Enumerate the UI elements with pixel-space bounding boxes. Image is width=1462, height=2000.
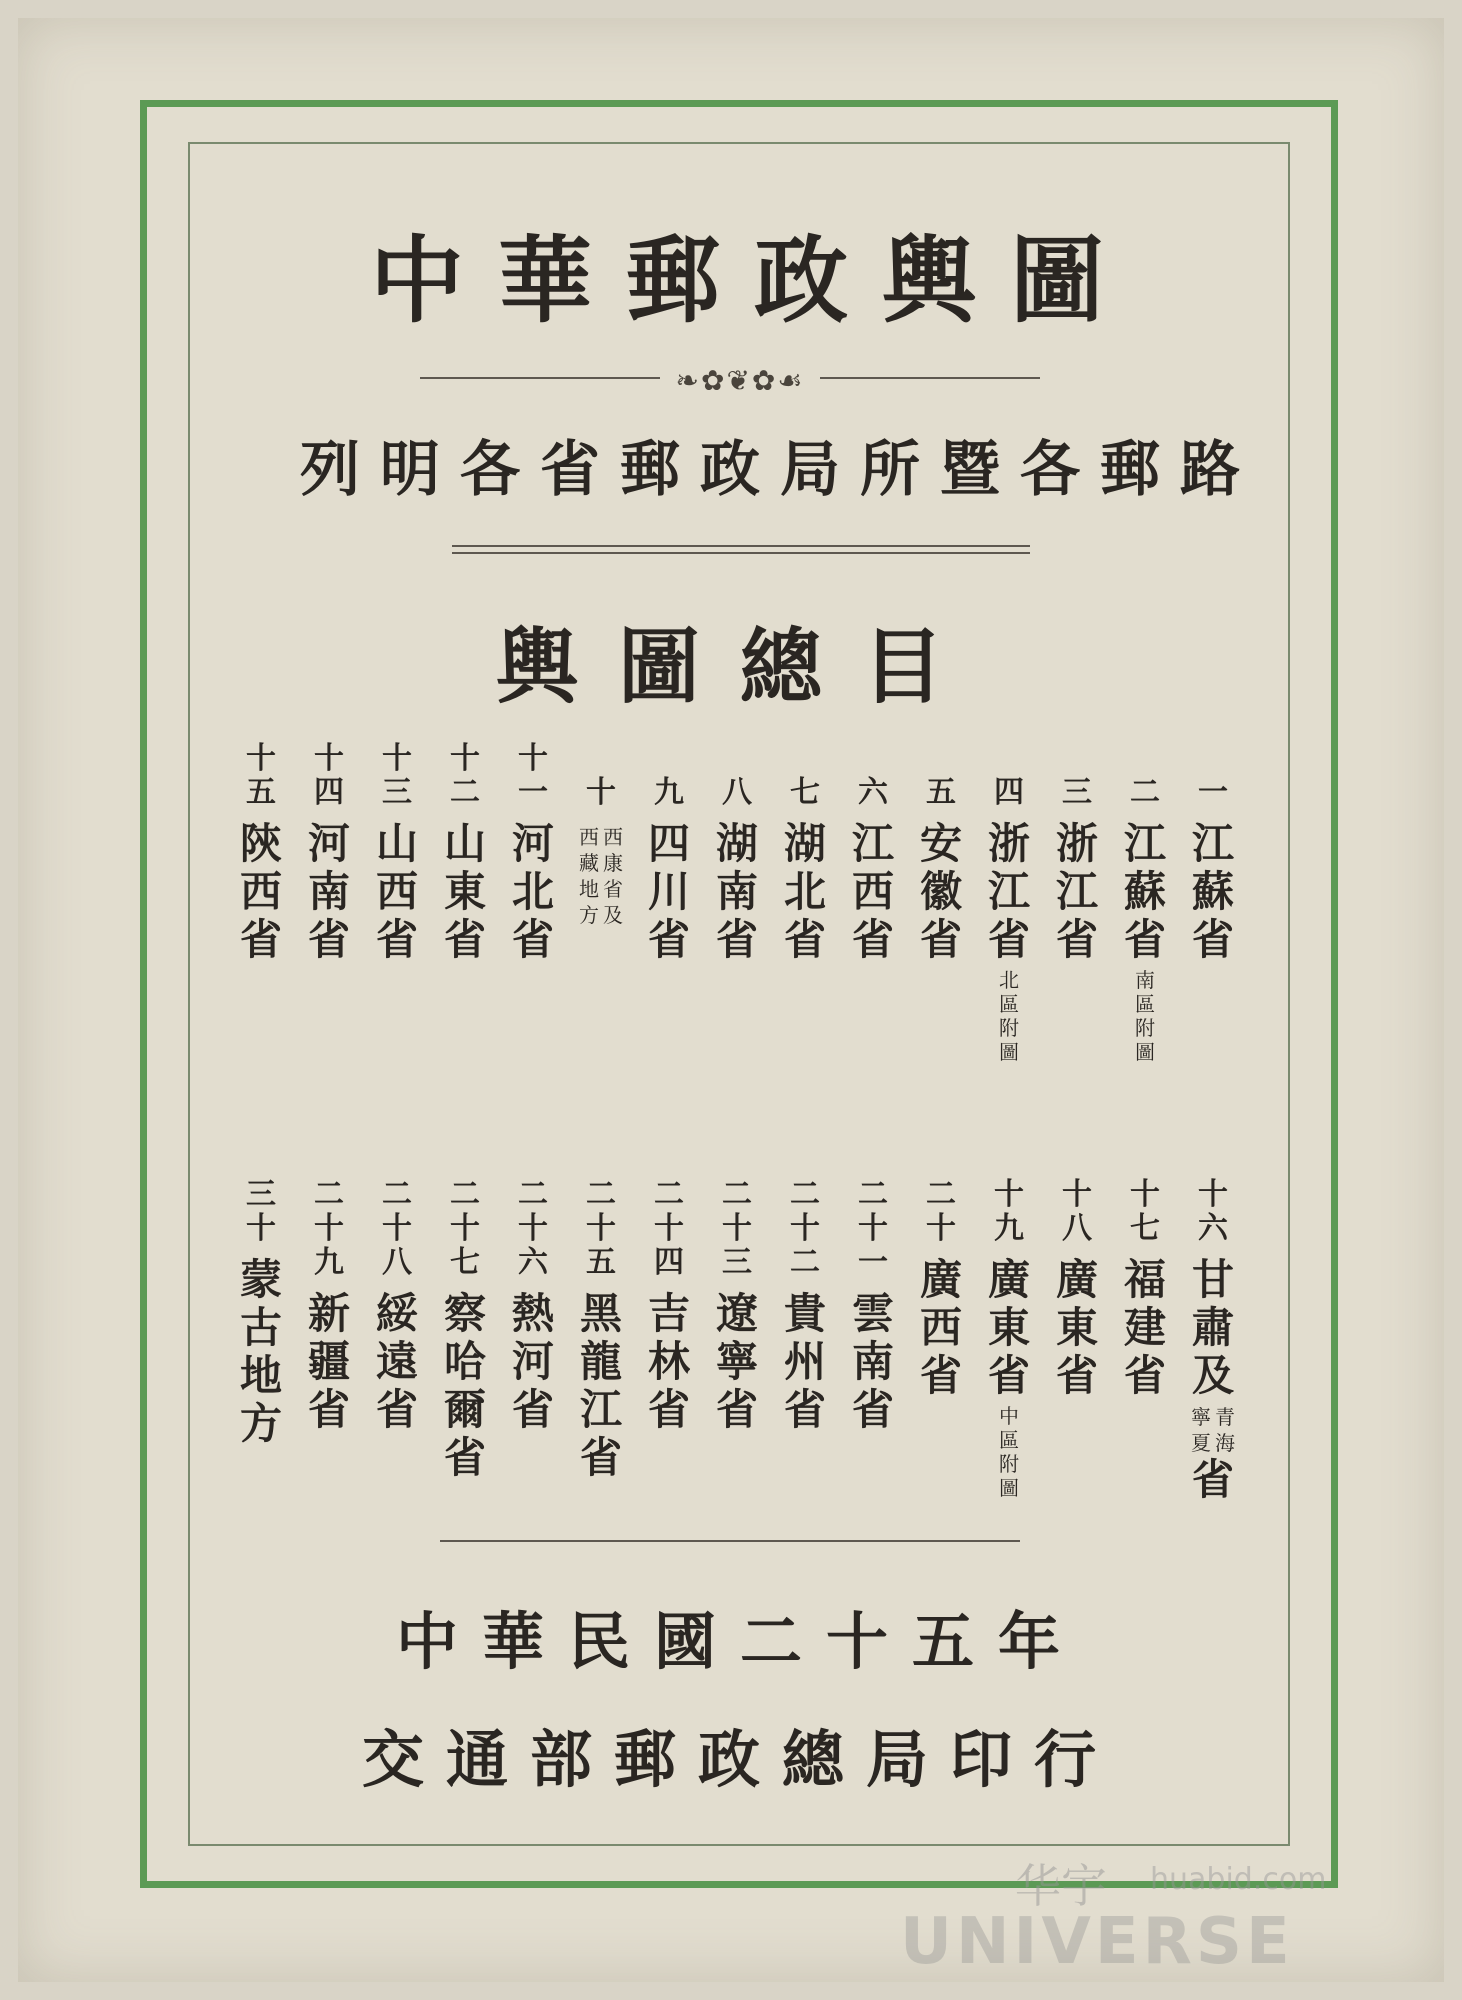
top-entry bbox=[784, 742, 826, 964]
bottom-entry bbox=[240, 1178, 282, 1448]
entry-name: 廣 西 省 bbox=[920, 1255, 963, 1400]
entry-number: 二 十 三 bbox=[722, 1177, 752, 1280]
ornament-rule-right bbox=[820, 377, 1040, 379]
watermark-brand: UNIVERSE bbox=[900, 1905, 1294, 1979]
ornament-rule-left bbox=[420, 377, 660, 379]
section-title: 輿圖總目 bbox=[495, 619, 984, 715]
top-entry bbox=[1124, 742, 1166, 1064]
top-entry bbox=[580, 742, 622, 928]
entry-note: 北 區 附 圖 bbox=[999, 968, 1019, 1064]
top-entry bbox=[852, 742, 894, 964]
entry-name: 廣 東 省 bbox=[1056, 1255, 1099, 1400]
entry-name: 浙 江 省 bbox=[1056, 819, 1099, 964]
bottom-entry bbox=[376, 1178, 418, 1434]
bottom-entry bbox=[648, 1178, 690, 1434]
entry-name: 山 西 省 bbox=[376, 819, 419, 964]
top-entry bbox=[512, 742, 554, 964]
bottom-entry bbox=[580, 1178, 622, 1482]
entry-number: 五 bbox=[926, 775, 956, 810]
entry-name: 江 蘇 省 bbox=[1124, 819, 1167, 964]
watermark-cn: 华宇 bbox=[1015, 1859, 1107, 1913]
entry-name: 甘 肅 及 bbox=[1192, 1255, 1235, 1400]
entry-name: 黑 龍 江 省 bbox=[580, 1289, 623, 1482]
bottom-entry bbox=[308, 1178, 350, 1434]
entry-number: 二 十 七 bbox=[450, 1177, 480, 1280]
entry-number: 十 四 bbox=[314, 741, 344, 810]
entry-note: 西 康 省 及 bbox=[603, 825, 623, 927]
entry-number: 十 一 bbox=[518, 741, 548, 810]
top-entry bbox=[240, 742, 282, 964]
top-entry bbox=[1192, 742, 1234, 964]
entry-name: 江 西 省 bbox=[852, 819, 895, 964]
entry-number: 二 十 四 bbox=[654, 1177, 684, 1280]
top-entry bbox=[648, 742, 690, 964]
entry-dual-note bbox=[580, 824, 622, 928]
bottom-entry bbox=[1124, 1178, 1166, 1400]
entry-number: 十 二 bbox=[450, 741, 480, 810]
entry-number: 二 十 bbox=[926, 1177, 956, 1246]
entry-suffix: 省 bbox=[1192, 1455, 1235, 1504]
entry-number: 九 bbox=[654, 775, 684, 810]
entry-number: 四 bbox=[994, 775, 1024, 810]
entry-number: 二 十 一 bbox=[858, 1177, 888, 1280]
page-title: 中華郵政輿圖 bbox=[370, 226, 1139, 336]
top-entry bbox=[444, 742, 486, 964]
watermark-url: huabid.com bbox=[1150, 1862, 1327, 1897]
entry-name: 山 東 省 bbox=[444, 819, 487, 964]
entry-number: 八 bbox=[722, 775, 752, 810]
entry-name: 熱 河 省 bbox=[512, 1289, 555, 1434]
bottom-entry bbox=[512, 1178, 554, 1434]
entry-number: 十 七 bbox=[1130, 1177, 1160, 1246]
bottom-entry bbox=[920, 1178, 962, 1400]
entry-note: 中 區 附 圖 bbox=[999, 1404, 1019, 1500]
top-entry bbox=[716, 742, 758, 964]
publisher-line: 交通部郵政總局印行 bbox=[361, 1723, 1118, 1796]
entry-number: 十 九 bbox=[994, 1177, 1024, 1246]
entry-number: 一 bbox=[1198, 775, 1228, 810]
top-entry bbox=[308, 742, 350, 964]
entry-number: 十 八 bbox=[1062, 1177, 1092, 1246]
entry-number: 三 十 bbox=[246, 1177, 276, 1246]
top-entry bbox=[920, 742, 962, 964]
subtitle: 列明各省郵政局所暨各郵路 bbox=[300, 435, 1260, 505]
top-entry bbox=[376, 742, 418, 964]
date-line: 中華民國二十五年 bbox=[395, 1605, 1084, 1678]
entry-name: 安 徽 省 bbox=[920, 819, 963, 964]
entry-name: 河 北 省 bbox=[512, 819, 555, 964]
entry-name: 江 蘇 省 bbox=[1192, 819, 1235, 964]
bottom-entry bbox=[444, 1178, 486, 1482]
entry-name: 蒙 古 地 方 bbox=[240, 1255, 283, 1448]
entry-name: 四 川 省 bbox=[648, 819, 691, 964]
entry-name: 雲 南 省 bbox=[852, 1289, 895, 1434]
entry-note: 西 藏 地 方 bbox=[579, 825, 599, 927]
entry-name: 綏 遠 省 bbox=[376, 1289, 419, 1434]
entry-note: 寧 夏 bbox=[1191, 1405, 1211, 1455]
entry-number: 二 十 五 bbox=[586, 1177, 616, 1280]
entry-name: 察 哈 爾 省 bbox=[444, 1289, 487, 1482]
bottom-rule bbox=[440, 1540, 1020, 1542]
entry-dual-note bbox=[1192, 1404, 1234, 1456]
entry-name: 福 建 省 bbox=[1124, 1255, 1167, 1400]
entry-name: 湖 北 省 bbox=[784, 819, 827, 964]
entry-name: 遼 寧 省 bbox=[716, 1289, 759, 1434]
bottom-entry bbox=[716, 1178, 758, 1434]
entry-number: 七 bbox=[790, 775, 820, 810]
entry-name: 湖 南 省 bbox=[716, 819, 759, 964]
entry-number: 十 五 bbox=[246, 741, 276, 810]
entry-number: 二 十 六 bbox=[518, 1177, 548, 1280]
entry-name: 河 南 省 bbox=[308, 819, 351, 964]
entry-note: 青 海 bbox=[1215, 1405, 1235, 1455]
entry-number: 十 bbox=[586, 775, 616, 810]
bottom-entry bbox=[1192, 1178, 1234, 1504]
bottom-entry bbox=[1056, 1178, 1098, 1400]
entry-name: 廣 東 省 bbox=[988, 1255, 1031, 1400]
bottom-entry bbox=[852, 1178, 894, 1434]
entry-number: 十 三 bbox=[382, 741, 412, 810]
entry-number: 二 十 九 bbox=[314, 1177, 344, 1280]
entry-name: 浙 江 省 bbox=[988, 819, 1031, 964]
entry-number: 二 十 二 bbox=[790, 1177, 820, 1280]
entry-number: 十 六 bbox=[1198, 1177, 1228, 1246]
entry-number: 二 bbox=[1130, 775, 1160, 810]
entry-number: 三 bbox=[1062, 775, 1092, 810]
ornament-flourish: ❧✿❦✿☙ bbox=[675, 364, 805, 397]
top-entry bbox=[1056, 742, 1098, 964]
entry-name: 吉 林 省 bbox=[648, 1289, 691, 1434]
entry-name: 貴 州 省 bbox=[784, 1289, 827, 1434]
entry-name: 陝 西 省 bbox=[240, 819, 283, 964]
double-rule-top bbox=[452, 545, 1030, 547]
entry-note: 南 區 附 圖 bbox=[1135, 968, 1155, 1064]
double-rule-bottom bbox=[452, 552, 1030, 554]
entry-number: 二 十 八 bbox=[382, 1177, 412, 1280]
top-entry bbox=[988, 742, 1030, 1064]
bottom-entry bbox=[988, 1178, 1030, 1500]
entry-number: 六 bbox=[858, 775, 888, 810]
bottom-entry bbox=[784, 1178, 826, 1434]
entry-name: 新 疆 省 bbox=[308, 1289, 351, 1434]
